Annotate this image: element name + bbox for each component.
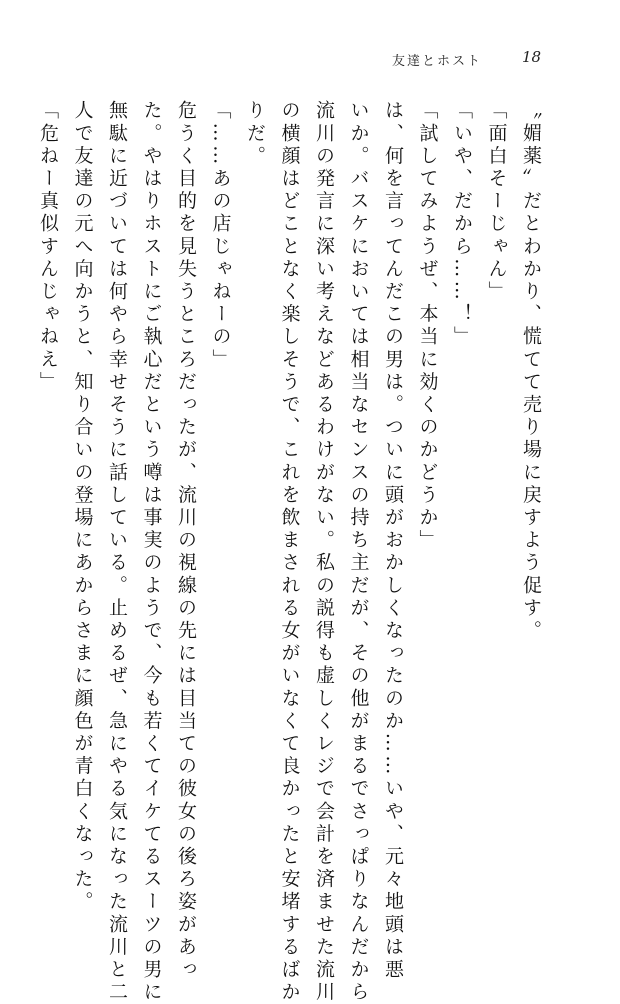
text-line: た。やはりホストにご執心だという噂は事実のようで、今も若くてイケてるスーツの男に [140,100,163,1004]
text-line: 「面白そーじゃん」 [485,100,508,304]
page-number: 18 [522,48,542,66]
text-line: りだ。 [244,100,266,168]
text-line: 無駄に近づいては何やら幸せそうに話している。止めるぜ、急にやる気になった流川と二 [106,100,128,1004]
text-line: 危うく目的を見失うところだったが、流川の視線の先には目当ての彼女の後ろ姿があっ [175,100,197,982]
text-line: 「……あの店じゃねーの」 [209,100,232,372]
text-line: は、何を言ってんだこの男は。ついに頭がおかしくなったのか……いや、元々地頭は悪 [382,100,404,982]
text-line: 「試してみようぜ、本当に効くのかどうか」 [416,100,439,552]
text-line: いか。バスケにおいては相当なセンスの持ち主だが、その他がまるでさっぱりなんだから [347,100,370,1004]
text-line: 人で友達の元へ向かうと、知り合いの登場にあからさまに顔色が青白くなった。 [71,100,94,914]
text-line: 「危ねー真似すんじゃねえ」 [37,100,59,394]
text-line: 〝媚薬〟だとわかり、慌てて売り場に戻すよう促す。 [520,100,542,643]
text-line: 「いや、だから……！」 [451,100,473,349]
vertical-body-text [37,100,548,1004]
running-head-title: 友達とホスト [392,54,483,69]
text-line: の横顔はどことなく楽しそうで、これを飲まされる女がいなくて良かったと安堵するばか [278,100,301,1004]
text-line: 流川の発言に深い考えなどあるわけがない。私の説得も虚しくレジで会計を済ませた流川 [313,100,335,1004]
